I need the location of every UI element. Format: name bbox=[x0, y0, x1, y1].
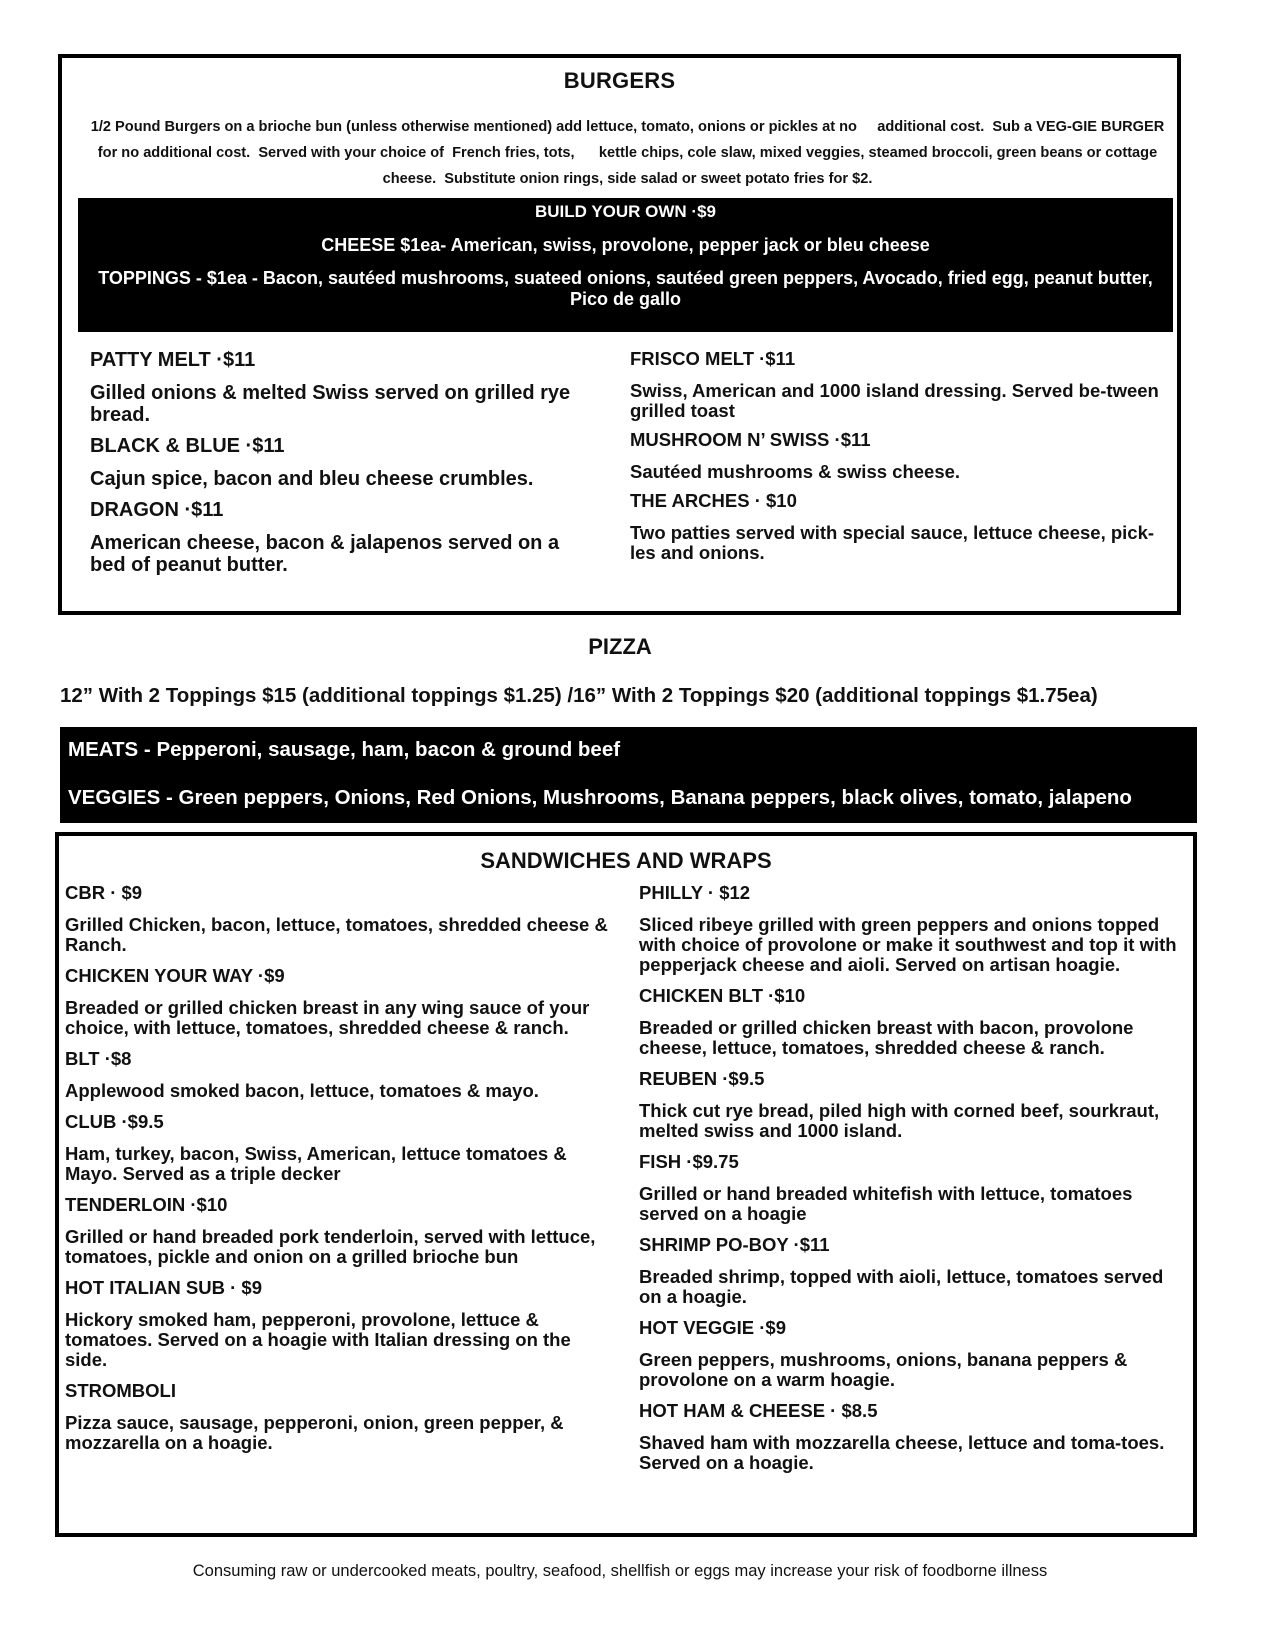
menu-item-description: Sliced ribeye grilled with green peppers and onions topped with choice of provolone or make it southwest and top it with pepperjack cheese and aioli. Served on artisan hoagie. bbox=[639, 914, 1177, 975]
menu-item-name: HOT ITALIAN SUB · $9 bbox=[65, 1277, 262, 1298]
menu-item-name: MUSHROOM N’ SWISS ·$11 bbox=[630, 429, 871, 450]
pizza-title: PIZZA bbox=[588, 634, 652, 659]
build-your-own-toppings: TOPPINGS - $1ea - Bacon, sautéed mushrooms, suateed onions, sautéed green peppers, Avocado, fried egg, peanut butter, Pico de gallo bbox=[98, 268, 1153, 309]
menu-item bbox=[90, 348, 600, 426]
menu-item bbox=[65, 882, 610, 955]
menu-item-description: Breaded or grilled chicken breast in any wing sauce of your choice, with lettuce, tomatoes, shredded cheese & ranch. bbox=[65, 997, 590, 1038]
menu-item-name: HOT VEGGIE ·$9 bbox=[639, 1317, 787, 1338]
menu-item-name: THE ARCHES · $10 bbox=[630, 490, 797, 511]
menu-item-description: Grilled or hand breaded pork tenderloin, served with lettuce, tomatoes, pickle and onion on a grilled brioche bun bbox=[65, 1226, 596, 1267]
build-your-own-title: BUILD YOUR OWN ·$9 bbox=[534, 202, 717, 221]
menu-item-description: Thick cut rye bread, piled high with corned beef, sourkraut, melted swiss and 1000 island. bbox=[639, 1100, 1160, 1141]
menu-item-description: Grilled Chicken, bacon, lettuce, tomatoes, shredded cheese & Ranch. bbox=[65, 914, 608, 955]
menu-item-name: CHICKEN BLT ·$10 bbox=[639, 985, 806, 1006]
menu-item-description: Two patties served with special sauce, lettuce cheese, pick-les and onions. bbox=[630, 522, 1155, 563]
pizza-sizes: 12” With 2 Toppings $15 (additional toppings $1.25) /16” With 2 Toppings $20 (additional toppings $1.75ea) bbox=[60, 684, 1098, 707]
build-your-own-cheese: CHEESE $1ea- American, swiss, provolone, pepper jack or bleu cheese bbox=[321, 235, 930, 255]
menu-item bbox=[65, 1277, 610, 1370]
menu-item-name: FISH ·$9.75 bbox=[639, 1151, 739, 1172]
menu-item bbox=[630, 429, 1175, 482]
menu-item bbox=[639, 1234, 1184, 1307]
menu-item bbox=[65, 1194, 610, 1267]
menu-item-description: Pizza sauce, sausage, pepperoni, onion, green pepper, & mozzarella on a hoagie. bbox=[65, 1412, 564, 1453]
menu-item-name: PHILLY · $12 bbox=[639, 882, 751, 903]
menu-item-description: American cheese, bacon & jalapenos served on a bed of peanut butter. bbox=[90, 532, 560, 576]
menu-item-description: Shaved ham with mozzarella cheese, lettuce and toma-toes. Served on a hoagie. bbox=[639, 1432, 1165, 1473]
menu-item bbox=[90, 498, 600, 576]
food-safety-disclaimer: Consuming raw or undercooked meats, poultry, seafood, shellfish or eggs may increase your risk of foodborne illness bbox=[192, 1562, 1048, 1580]
menu-item-description: Ham, turkey, bacon, Swiss, American, lettuce tomatoes & Mayo. Served as a triple decker bbox=[65, 1143, 567, 1184]
menu-item-name: HOT HAM & CHEESE · $8.5 bbox=[639, 1400, 878, 1421]
menu-item bbox=[65, 965, 610, 1038]
menu-item-description: Gilled onions & melted Swiss served on grilled rye bread. bbox=[90, 382, 571, 426]
menu-item-name: STROMBOLI bbox=[65, 1380, 176, 1401]
menu-item-name: PATTY MELT ·$11 bbox=[90, 349, 256, 371]
burgers-intro: 1/2 Pound Burgers on a brioche bun (unless otherwise mentioned) add lettuce, tomato, onions or pickles at no additional cost. Sub a VEG-GIE BURGER for no additional cost. Served with your choice of French fries, tots, kettle chips, cole slaw, mixed veggies, steamed broccoli, green beans or cottage cheese. Substitute onion rings, side salad or sweet potato fries for $2. bbox=[90, 119, 1169, 187]
menu-item bbox=[639, 1317, 1184, 1390]
menu-item-name: CBR · $9 bbox=[65, 882, 143, 903]
pizza-toppings-block bbox=[60, 727, 1197, 823]
menu-item bbox=[639, 882, 1184, 975]
menu-item bbox=[65, 1380, 610, 1453]
menu-item bbox=[90, 434, 600, 490]
menu-item bbox=[639, 1400, 1184, 1473]
menu-item-name: DRAGON ·$11 bbox=[90, 499, 224, 521]
menu-item-description: Grilled or hand breaded whitefish with lettuce, tomatoes served on a hoagie bbox=[639, 1183, 1133, 1224]
menu-item-description: Sautéed mushrooms & swiss cheese. bbox=[630, 461, 961, 482]
sandwiches-title: SANDWICHES AND WRAPS bbox=[480, 848, 772, 873]
menu-item bbox=[65, 1048, 610, 1101]
pizza-meats: MEATS - Pepperoni, sausage, ham, bacon & ground beef bbox=[68, 738, 621, 761]
menu-item bbox=[65, 1111, 610, 1184]
menu-item-name: SHRIMP PO-BOY ·$11 bbox=[639, 1234, 830, 1255]
menu-item-description: Swiss, American and 1000 island dressing. Served be-tween grilled toast bbox=[630, 380, 1159, 421]
menu-item bbox=[630, 348, 1175, 421]
burgers-title: BURGERS bbox=[563, 68, 676, 93]
menu-item-name: BLT ·$8 bbox=[65, 1048, 132, 1069]
menu-item-name: BLACK & BLUE ·$11 bbox=[90, 435, 285, 457]
sandwiches-right-column bbox=[639, 882, 1184, 1473]
burgers-right-column bbox=[630, 348, 1175, 563]
burgers-left-column bbox=[90, 348, 600, 576]
menu-item bbox=[639, 1068, 1184, 1141]
menu-item-description: Applewood smoked bacon, lettuce, tomatoes & mayo. bbox=[65, 1080, 539, 1101]
menu-item-description: Cajun spice, bacon and bleu cheese crumbles. bbox=[90, 468, 534, 490]
menu-item bbox=[630, 490, 1175, 563]
menu-item-name: CLUB ·$9.5 bbox=[65, 1111, 164, 1132]
menu-item-description: Breaded shrimp, topped with aioli, lettuce, tomatoes served on a hoagie. bbox=[639, 1266, 1164, 1307]
menu-item bbox=[639, 1151, 1184, 1224]
burgers-section bbox=[58, 54, 1181, 615]
menu-item-description: Hickory smoked ham, pepperoni, provolone, lettuce & tomatoes. Served on a hoagie with Italian dressing on the side. bbox=[65, 1309, 571, 1370]
menu-item-description: Breaded or grilled chicken breast with bacon, provolone cheese, lettuce, tomatoes, shredded cheese & ranch. bbox=[639, 1017, 1134, 1058]
menu-item-name: CHICKEN YOUR WAY ·$9 bbox=[65, 965, 285, 986]
sandwiches-section bbox=[55, 832, 1197, 1537]
menu-item bbox=[639, 985, 1184, 1058]
menu-item-description: Green peppers, mushrooms, onions, banana peppers & provolone on a warm hoagie. bbox=[639, 1349, 1128, 1390]
menu-item-name: TENDERLOIN ·$10 bbox=[65, 1194, 228, 1215]
pizza-veggies: VEGGIES - Green peppers, Onions, Red Onions, Mushrooms, Banana peppers, black olives, tomato, jalapeno bbox=[68, 786, 1132, 809]
build-your-own-block bbox=[78, 198, 1173, 332]
menu-item-name: REUBEN ·$9.5 bbox=[639, 1068, 765, 1089]
sandwiches-left-column bbox=[65, 882, 610, 1453]
menu-item-name: FRISCO MELT ·$11 bbox=[630, 348, 796, 369]
